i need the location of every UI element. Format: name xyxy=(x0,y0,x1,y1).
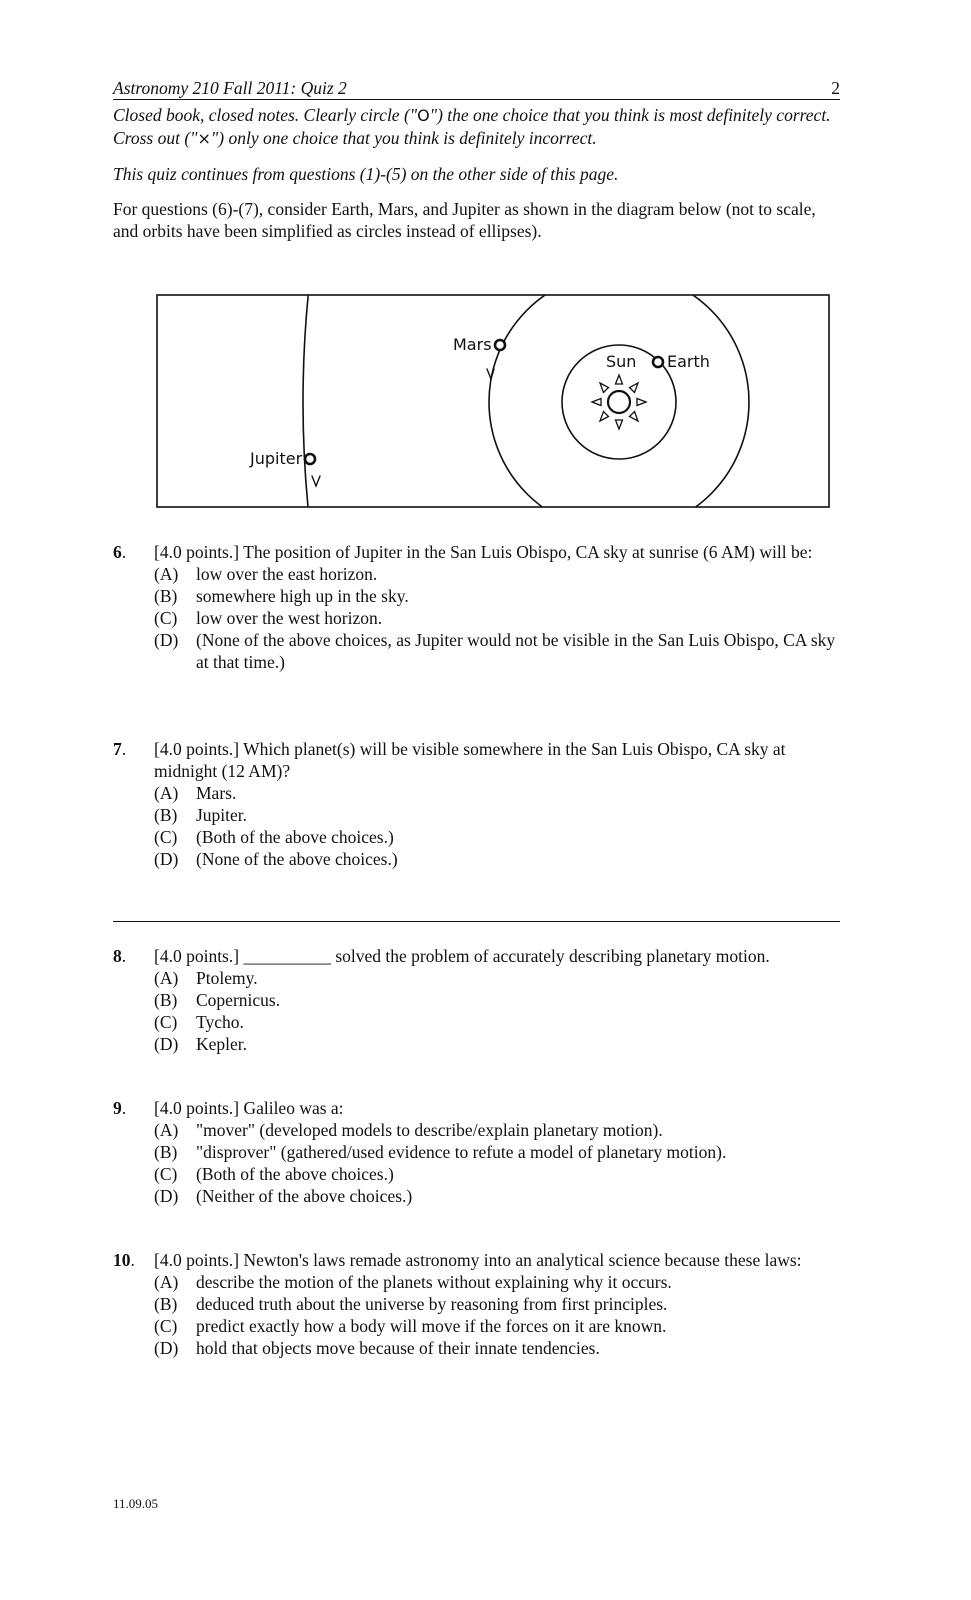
question-number: 9. xyxy=(113,1098,127,1118)
orbit-diagram-svg xyxy=(156,294,830,508)
page-header xyxy=(113,78,840,100)
earth-label: Earth xyxy=(667,352,710,371)
diagram-context: For questions (6)-(7), consider Earth, Mars, and Jupiter as shown in the diagram below (not to scale, and orbits have been simplified as circles instead of ellipses). xyxy=(113,199,816,241)
earth-marker xyxy=(653,357,663,367)
footer-date-code: 11.09.05 xyxy=(113,1496,159,1511)
jupiter-label: Jupiter xyxy=(250,449,303,468)
choice-a[interactable]: (A) low over the east horizon. xyxy=(154,564,378,584)
circle-glyph: O xyxy=(417,106,430,125)
sun-symbol xyxy=(592,375,646,429)
orbit-diagram xyxy=(156,294,830,508)
continuation-note: This quiz continues from questions (1)-(5) on the other side of this page. xyxy=(113,164,619,184)
instructions-text-c: ") only one choice that you think is definitely incorrect. xyxy=(210,128,597,148)
choice-b[interactable]: (B) deduced truth about the universe by reasoning from first principles. xyxy=(154,1294,668,1314)
choice-b[interactable]: (B) somewhere high up in the sky. xyxy=(154,586,409,606)
question-number: 7. xyxy=(113,739,127,759)
choice-c[interactable]: (C) Tycho. xyxy=(154,1012,244,1032)
diagram-frame xyxy=(157,295,829,507)
quiz-page xyxy=(113,78,840,1358)
question-number: 8. xyxy=(113,946,127,966)
choice-d[interactable]: (D) (Neither of the above choices.) xyxy=(154,1186,413,1206)
instructions-text-a: Closed book, closed notes. Clearly circle (" xyxy=(113,105,418,125)
quiz-title: Astronomy 210 Fall 2011: Quiz 2 xyxy=(113,78,347,98)
cross-glyph: × xyxy=(197,129,211,148)
instructions-text-b: ") the one choice that you think is most definitely correct. Cross out (" xyxy=(113,105,831,148)
choice-d[interactable]: (D) Kepler. xyxy=(154,1034,248,1054)
choice-d[interactable]: (D) (None of the above choices.) xyxy=(154,849,398,869)
choice-b[interactable]: (B) Jupiter. xyxy=(154,805,248,825)
choice-c[interactable]: (C) low over the west horizon. xyxy=(154,608,383,628)
question-8 xyxy=(113,945,840,1055)
sun-label: Sun xyxy=(606,352,637,371)
choice-d[interactable]: (D) hold that objects move because of their innate tendencies. xyxy=(154,1338,600,1358)
mars-marker xyxy=(495,340,505,350)
jupiter-orbit xyxy=(303,294,830,508)
question-text: [4.0 points.] Galileo was a: xyxy=(154,1098,344,1118)
mars-label: Mars xyxy=(453,335,492,354)
jupiter-direction-arrow xyxy=(312,476,320,486)
question-6 xyxy=(113,541,840,673)
choice-c[interactable]: (C) predict exactly how a body will move if the forces on it are known. xyxy=(154,1316,667,1336)
question-text: [4.0 points.] Which planet(s) will be visible somewhere in the San Luis Obispo, CA sky at midnight (12 AM)? xyxy=(154,739,786,781)
choice-a[interactable]: (A) "mover" (developed models to describe/explain planetary motion). xyxy=(154,1120,663,1140)
question-number: 6. xyxy=(113,542,127,562)
section-divider xyxy=(113,921,840,922)
instructions xyxy=(113,104,840,150)
choice-c[interactable]: (C) (Both of the above choices.) xyxy=(154,827,394,847)
choice-b[interactable]: (B) Copernicus. xyxy=(154,990,281,1010)
question-text: [4.0 points.] The position of Jupiter in the San Luis Obispo, CA sky at sunrise (6 AM) will be: xyxy=(154,542,813,562)
question-9 xyxy=(113,1097,840,1207)
question-7 xyxy=(113,738,840,870)
question-text: [4.0 points.] Newton's laws remade astronomy into an analytical science because these laws: xyxy=(154,1250,802,1270)
question-number: 10. xyxy=(113,1250,135,1270)
choice-d[interactable]: (D) (None of the above choices, as Jupiter would not be visible in the San Luis Obispo, CA sky at that time.) xyxy=(154,630,836,672)
question-text: [4.0 points.] __________ solved the problem of accurately describing planetary motion. xyxy=(154,946,770,966)
jupiter-marker xyxy=(305,454,315,464)
page-number: 2 xyxy=(831,78,840,98)
choice-a[interactable]: (A) describe the motion of the planets without explaining why it occurs. xyxy=(154,1272,672,1292)
choice-b[interactable]: (B) "disprover" (gathered/used evidence to refute a model of planetary motion). xyxy=(154,1142,727,1162)
choice-a[interactable]: (A) Ptolemy. xyxy=(154,968,258,988)
question-10 xyxy=(113,1249,840,1359)
choice-a[interactable]: (A) Mars. xyxy=(154,783,237,803)
mars-direction-arrow xyxy=(487,369,494,379)
choice-c[interactable]: (C) (Both of the above choices.) xyxy=(154,1164,394,1184)
